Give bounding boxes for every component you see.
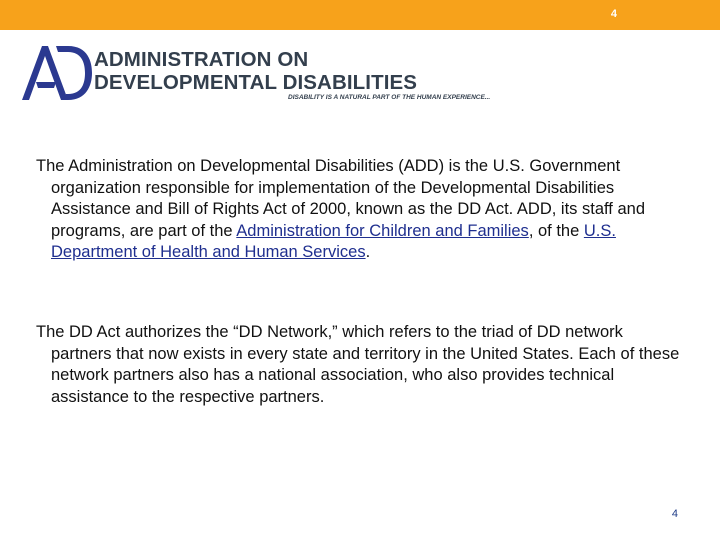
page-number: 4 (671, 508, 678, 520)
header-slide-number: 4 (610, 8, 617, 20)
logo-line-2: DEVELOPMENTAL DISABILITIES (94, 71, 418, 94)
paragraph-1-text-after: . (365, 243, 371, 261)
logo-line-1: ADMINISTRATION ON (94, 48, 309, 71)
add-logo (18, 38, 518, 108)
hhs-link[interactable]: U.S. Department of Health and Human Services (51, 221, 616, 261)
add-logo-mark-icon (18, 38, 94, 104)
logo-tagline: DISABILITY IS A NATURAL PART OF THE HUMAN EXPERIENCE... (288, 94, 491, 101)
top-accent-bar (0, 0, 720, 30)
paragraph-dd-network: The DD Act authorizes the “DD Network,” which refers to the triad of DD network partners that now exists in every state and territory in the United States. Each of these network partners also has a national association, who also provides technical assistance to the respective partners. (36, 323, 680, 406)
paragraph-1-text-middle: , of the (528, 221, 584, 240)
acf-link[interactable]: Administration for Children and Families (236, 221, 529, 240)
paragraph-add-description (36, 156, 681, 264)
paragraph-1-text-before: The Administration on Developmental Disabilities (ADD) is the U.S. Government organization responsible for implementation of the Developmental Disabilities Assistance and Bill of Rights Act of 2000, known as the DD Act. ADD, its staff and programs, are part of the (36, 157, 645, 240)
